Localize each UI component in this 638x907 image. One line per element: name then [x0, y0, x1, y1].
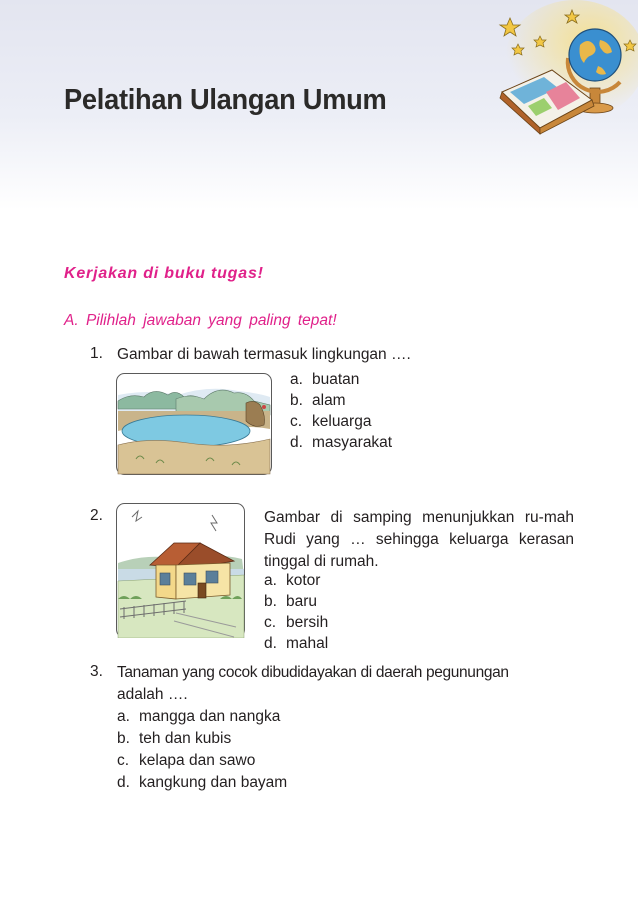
q3-option-c[interactable]: c. kelapa dan sawo: [117, 752, 256, 769]
q1-option-a[interactable]: a. buatan: [290, 371, 360, 388]
globe-book-illustration: [440, 0, 638, 150]
section-a-heading: A. Pilihlah jawaban yang paling tepat!: [64, 312, 337, 329]
q3-option-b[interactable]: b. teh dan kubis: [117, 730, 232, 747]
q1-option-b[interactable]: b. alam: [290, 392, 346, 409]
instruction-text: Kerjakan di buku tugas!: [64, 265, 264, 282]
q1-option-d[interactable]: d. masyarakat: [290, 434, 393, 451]
question-2-text: Gambar di samping menunjukkan ru-mah Rudi yang … sehingga keluarga kerasan tinggal di rumah.: [264, 509, 574, 570]
q2-option-b[interactable]: b. baru: [264, 593, 318, 610]
q1-option-c[interactable]: c. keluarga: [290, 413, 372, 430]
question-3-text-line1: Tanaman yang cocok dibudidayakan di daerah pegunungan: [117, 664, 509, 681]
question-3-text-line2: adalah ….: [117, 686, 188, 703]
q2-option-d[interactable]: d. mahal: [264, 635, 329, 652]
question-3-number: 3.: [90, 663, 103, 680]
page-title: Pelatihan Ulangan Umum: [64, 84, 387, 116]
question-2-number: 2.: [90, 507, 103, 524]
q3-option-d[interactable]: d. kangkung dan bayam: [117, 774, 288, 791]
q2-option-c[interactable]: c. bersih: [264, 614, 329, 631]
question-1-text: Gambar di bawah termasuk lingkungan ….: [117, 346, 411, 363]
q2-option-a[interactable]: a. kotor: [264, 572, 321, 589]
lake-illustration: [116, 373, 272, 475]
house-illustration: [116, 503, 245, 638]
question-1-number: 1.: [90, 345, 103, 362]
q3-option-a[interactable]: a. mangga dan nangka: [117, 708, 281, 725]
